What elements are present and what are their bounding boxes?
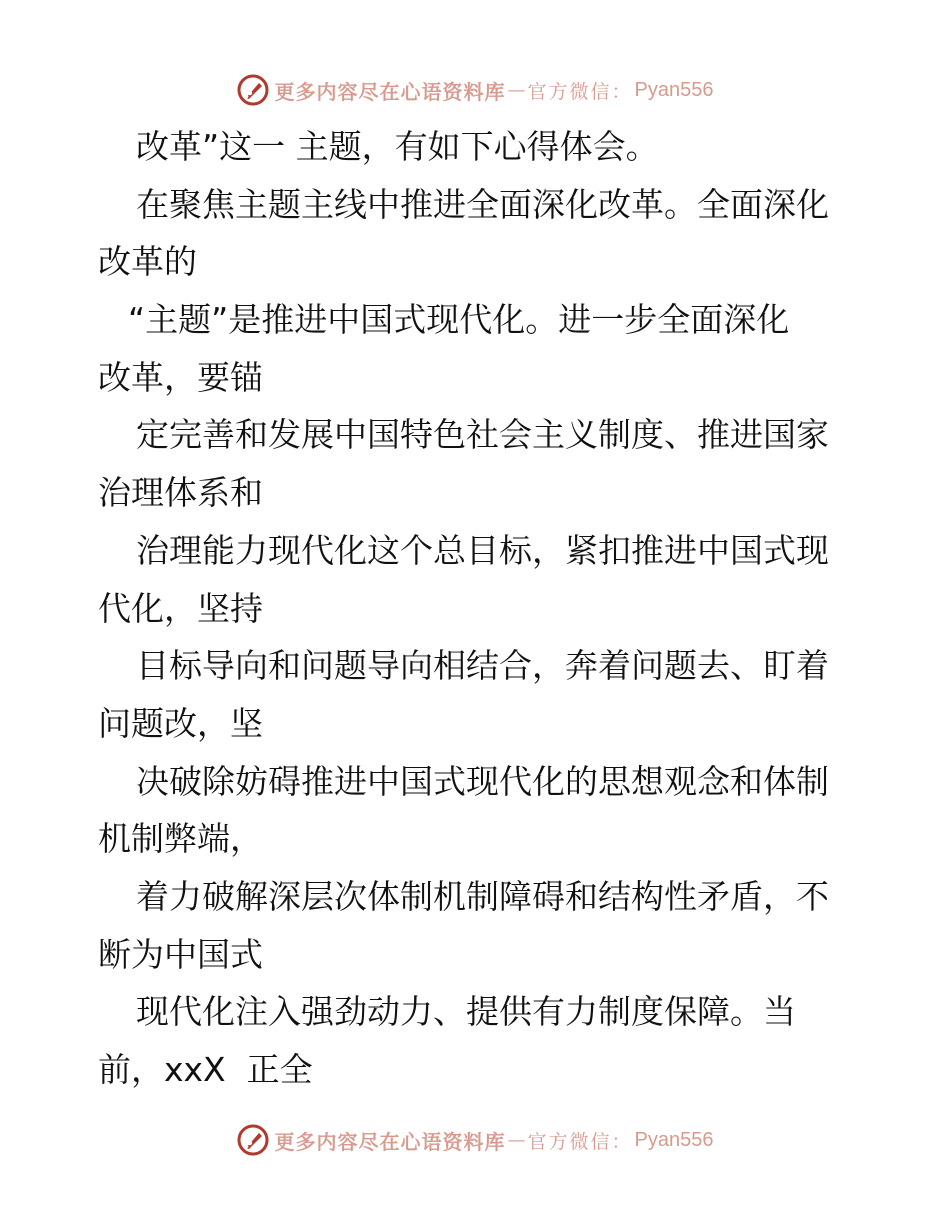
body-line: 治理能力现代化这个总目标，紧扣推进中国式现 <box>136 530 829 570</box>
body-line: 改革”这一 主题，有如下心得体会。 <box>136 127 659 166</box>
header-brand-text: 更多内容尽在心语资料库 <box>274 79 506 104</box>
footer-banner <box>0 1120 950 1160</box>
header-official-label: 官方微信： <box>527 80 633 103</box>
body-line: 决破除妨碍推进中国式现代化的思想观念和体制 <box>136 761 829 801</box>
body-line: 目标导向和问题导向相结合，奔着问题去、盯着 <box>136 646 829 686</box>
header-banner <box>0 70 950 110</box>
header-separator: — <box>507 79 526 101</box>
footer-official-label: 官方微信： <box>527 1130 633 1153</box>
body-line: “主题”是推进中国式现代化。进一步全面深化 <box>128 300 790 340</box>
body-text <box>98 118 858 1099</box>
header-wechat-id: Pyan556 <box>634 78 714 101</box>
body-line: 前，xxX 正全 <box>98 1050 313 1089</box>
body-line: 改革的 <box>98 242 197 282</box>
body-line: 机制弊端， <box>98 819 263 859</box>
quill-pen-logo-icon <box>237 1124 269 1156</box>
footer-separator: — <box>507 1129 526 1151</box>
body-line: 着力破解深层次体制机制障碍和结构性矛盾，不 <box>136 876 829 916</box>
body-line: 改革，要锚 <box>98 357 263 397</box>
body-line: 定完善和发展中国特色社会主义制度、推进国家 <box>136 415 829 455</box>
footer-brand-text: 更多内容尽在心语资料库 <box>274 1129 506 1154</box>
body-line: 代化，坚持 <box>98 588 263 628</box>
body-line: 问题改，坚 <box>98 703 263 743</box>
body-line: 在聚焦主题主线中推进全面深化改革。全面深化 <box>136 184 829 224</box>
body-line: 断为中国式 <box>98 934 263 974</box>
body-line: 现代化注入强劲动力、提供有力制度保障。当 <box>136 992 796 1032</box>
body-line: 治理体系和 <box>98 473 263 513</box>
quill-pen-logo-icon <box>237 74 269 106</box>
footer-wechat-id: Pyan556 <box>634 1128 714 1151</box>
